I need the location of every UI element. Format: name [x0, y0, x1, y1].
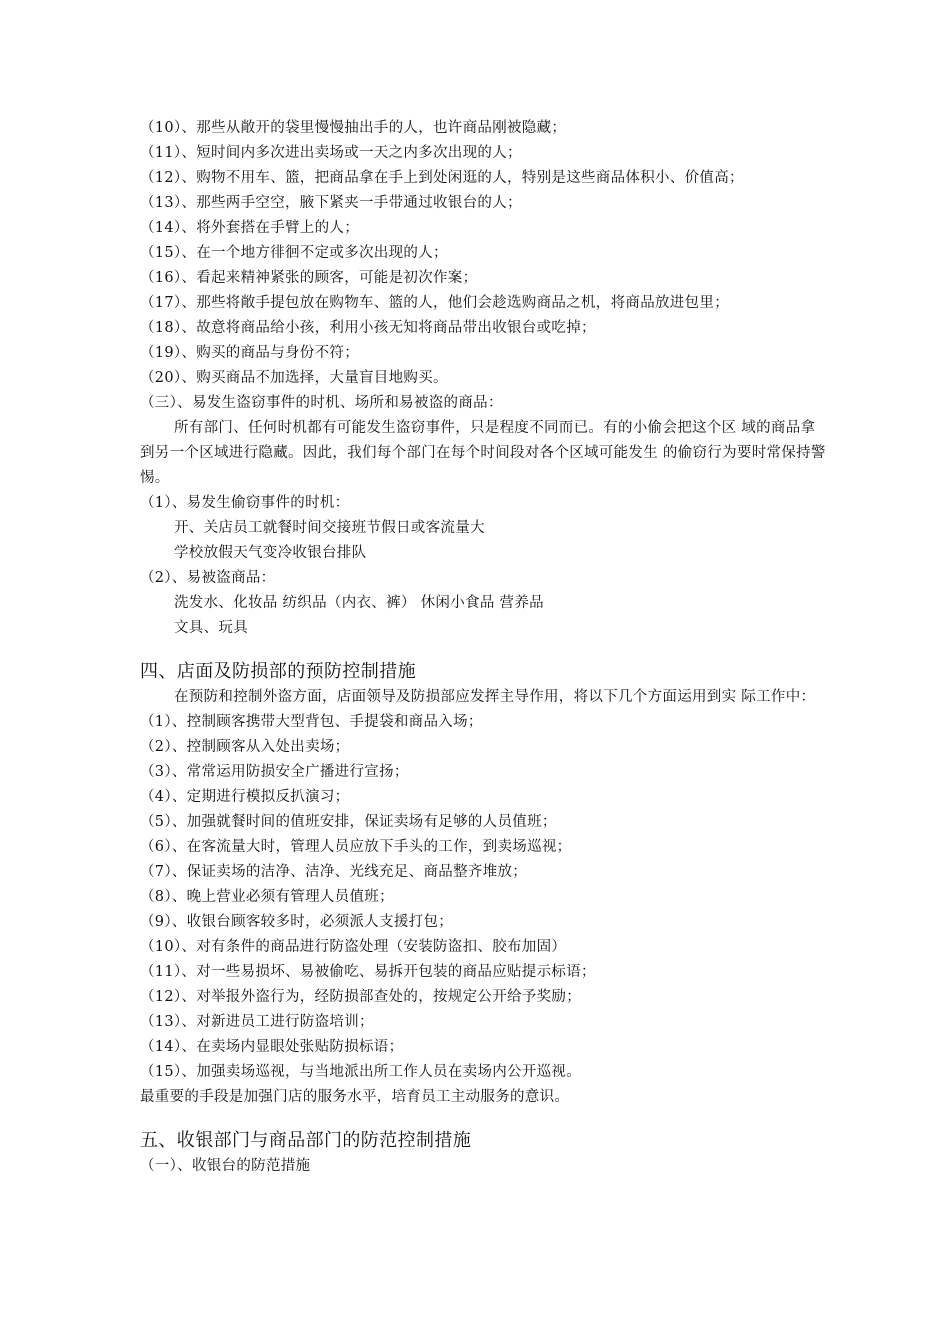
- section5-sub1: （一）、收银台的防范措施: [140, 1158, 311, 1174]
- list-item: （8）、晚上营业必须有管理人员值班；: [140, 889, 394, 905]
- list-item: （10）、那些从敞开的袋里慢慢抽出手的人，也许商品刚被隐藏；: [140, 120, 567, 136]
- list-item: （2）、控制顾客从入处出卖场；: [140, 739, 350, 755]
- list-a: [140, 116, 830, 391]
- section4-list: [140, 710, 830, 1085]
- list-item: （6）、在客流量大时，管理人员应放下手头的工作，到卖场巡视；: [140, 839, 572, 855]
- section5-heading: 五、收银部门与商品部门的防范控制措施: [140, 1130, 472, 1151]
- list-item: （15）、在一个地方徘徊不定或多次出现的人；: [140, 245, 448, 261]
- list-item: （9）、收银台顾客较多时，必须派人支援打包；: [140, 914, 454, 930]
- section3-sub2-line2: 文具、玩具: [174, 620, 248, 636]
- list-item: （3）、常常运用防损安全广播进行宣扬；: [140, 764, 409, 780]
- document-body: [140, 116, 830, 1179]
- list-item: （13）、对新进员工进行防盗培训；: [140, 1014, 374, 1030]
- list-item: （18）、故意将商品给小孩，利用小孩无知将商品带出收银台或吃掉；: [140, 320, 596, 336]
- list-item: （14）、在卖场内显眼处张贴防损标语；: [140, 1039, 404, 1055]
- list-item: （19）、购买的商品与身份不符；: [140, 345, 359, 361]
- section3-title: （三）、易发生盗窃事件的时机、场所和易被盗的商品：: [140, 395, 503, 411]
- list-item: （1）、控制顾客携带大型背包、手提袋和商品入场；: [140, 714, 483, 730]
- list-item: （13）、那些两手空空，腋下紧夹一手带通过收银台的人；: [140, 195, 522, 211]
- section3-sub1-line2: 学校放假天气变冷收银台排队: [174, 545, 367, 561]
- list-item: （4）、定期进行模拟反扒演习；: [140, 789, 350, 805]
- list-item: （5）、加强就餐时间的值班安排，保证卖场有足够的人员值班；: [140, 814, 557, 830]
- section3-sub1-title: （1）、易发生偷窃事件的时机：: [140, 495, 350, 511]
- list-item: （10）、对有条件的商品进行防盗处理（安装防盗扣、胶布加固）: [140, 939, 567, 955]
- list-item: （17）、那些将敞手提包放在购物车、篮的人，他们会趁选购商品之机，将商品放进包里；: [140, 295, 729, 311]
- section3-paragraph: 所有部门、任何时机都有可能发生盗窃事件，只是程度不同而已。有的小偷会把这个区 域的商品拿到另一个区域进行隐藏。因此，我们每个部门在每个时间段对各个区域可能发生 的偷窃行为要时常保持警惕。: [140, 420, 826, 486]
- list-item: （11）、短时间内多次进出卖场或一天之内多次出现的人；: [140, 145, 522, 161]
- list-item: （16）、看起来精神紧张的顾客，可能是初次作案；: [140, 270, 478, 286]
- section3-sub2-line1: 洗发水、化妆品 纺织品（内衣、裤） 休闲小食品 营养品: [174, 595, 544, 611]
- list-item: （15）、加强卖场巡视，与当地派出所工作人员在卖场内公开巡视。: [140, 1064, 581, 1080]
- section4-heading: 四、店面及防损部的预防控制措施: [140, 661, 416, 682]
- list-item: （11）、对一些易损坏、易被偷吃、易拆开包装的商品应贴提示标语；: [140, 964, 596, 980]
- section3-sub2-title: （2）、易被盗商品：: [140, 570, 276, 586]
- section4-paragraph: 在预防和控制外盗方面，店面领导及防损部应发挥主导作用，将以下几个方面运用到实 际工作中：: [174, 689, 816, 705]
- list-item: （12）、对举报外盗行为，经防损部查处的，按规定公开给予奖励；: [140, 989, 581, 1005]
- section3-sub1-line1: 开、关店员工就餐时间交接班节假日或客流量大: [174, 520, 485, 536]
- list-item: （14）、将外套搭在手臂上的人；: [140, 220, 359, 236]
- list-item: （7）、保证卖场的洁净、洁净、光线充足、商品整齐堆放；: [140, 864, 528, 880]
- list-item: （12）、购物不用车、篮，把商品拿在手上到处闲逛的人，特别是这些商品体积小、价值高；: [140, 170, 744, 186]
- list-item: （20）、购买商品不加选择，大量盲目地购买。: [140, 370, 448, 386]
- section4-closing: 最重要的手段是加强门店的服务水平，培育员工主动服务的意识。: [140, 1089, 570, 1105]
